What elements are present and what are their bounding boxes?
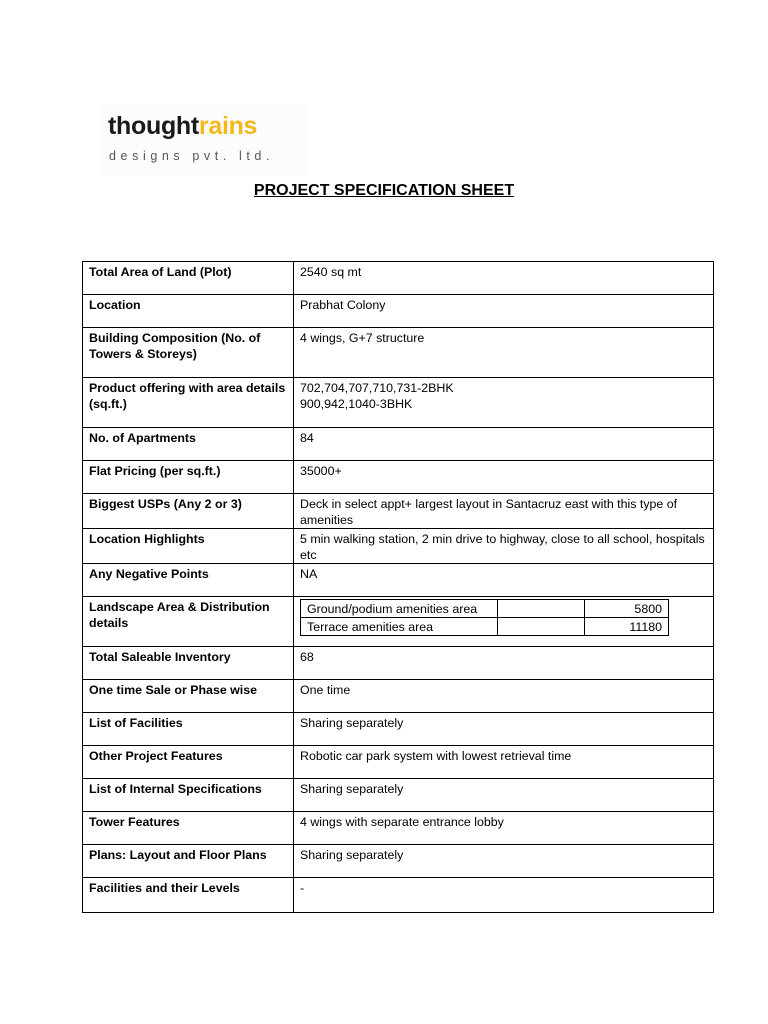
row-value: Prabhat Colony	[294, 295, 714, 328]
amenities-row	[301, 600, 669, 618]
amenity-empty-cell	[498, 600, 585, 618]
row-label: Building Composition (No. of Towers & Storeys)	[83, 328, 294, 378]
product-offering-line: 702,704,707,710,731-2BHK	[300, 381, 454, 395]
table-row	[83, 494, 714, 529]
row-value: Deck in select appt+ largest layout in Santacruz east with this type of amenities	[294, 494, 714, 529]
row-value: -	[294, 878, 714, 913]
table-row	[83, 746, 714, 779]
table-row	[83, 328, 714, 378]
row-value	[294, 597, 714, 647]
row-value: Sharing separately	[294, 779, 714, 812]
row-value: 35000+	[294, 461, 714, 494]
table-row	[83, 713, 714, 746]
row-label: Location Highlights	[83, 529, 294, 564]
table-row	[83, 529, 714, 564]
row-label: Landscape Area & Distribution details	[83, 597, 294, 647]
amenity-name: Terrace amenities area	[301, 618, 498, 636]
table-row	[83, 878, 714, 913]
table-row	[83, 812, 714, 845]
row-label: Plans: Layout and Floor Plans	[83, 845, 294, 878]
amenities-row	[301, 618, 669, 636]
row-label: Flat Pricing (per sq.ft.)	[83, 461, 294, 494]
row-value: 4 wings, G+7 structure	[294, 328, 714, 378]
amenity-value: 11180	[585, 618, 669, 636]
company-logo	[100, 104, 310, 176]
logo-tagline: designs pvt. ltd.	[109, 149, 275, 163]
row-label: No. of Apartments	[83, 428, 294, 461]
page-title	[0, 182, 768, 200]
row-value: 84	[294, 428, 714, 461]
table-row	[83, 564, 714, 597]
logo-wordmark-dark: thought	[108, 112, 199, 140]
row-value: Sharing separately	[294, 845, 714, 878]
row-value: Robotic car park system with lowest retrieval time	[294, 746, 714, 779]
table-row	[83, 647, 714, 680]
row-value: 5 min walking station, 2 min drive to highway, close to all school, hospitals etc	[294, 529, 714, 564]
row-label: One time Sale or Phase wise	[83, 680, 294, 713]
table-row	[83, 680, 714, 713]
row-label: Tower Features	[83, 812, 294, 845]
table-row	[83, 262, 714, 295]
row-label: Total Saleable Inventory	[83, 647, 294, 680]
amenity-name: Ground/podium amenities area	[301, 600, 498, 618]
amenities-table	[300, 599, 669, 636]
row-label: Product offering with area details (sq.ft.)	[83, 378, 294, 428]
row-value: 2540 sq mt	[294, 262, 714, 295]
row-label: Location	[83, 295, 294, 328]
logo-wordmark-accent: rains	[198, 112, 258, 140]
table-row	[83, 295, 714, 328]
row-value: One time	[294, 680, 714, 713]
row-value: Sharing separately	[294, 713, 714, 746]
table-row	[83, 597, 714, 647]
page-title-text: PROJECT SPECIFICATION SHEET	[253, 182, 515, 199]
row-value: 68	[294, 647, 714, 680]
row-value: 4 wings with separate entrance lobby	[294, 812, 714, 845]
table-row	[83, 779, 714, 812]
amenity-value: 5800	[585, 600, 669, 618]
logo-wordmark	[108, 112, 257, 141]
table-row	[83, 461, 714, 494]
row-value	[294, 378, 714, 428]
row-label: Other Project Features	[83, 746, 294, 779]
specification-table	[82, 261, 714, 913]
table-row	[83, 378, 714, 428]
row-label: List of Facilities	[83, 713, 294, 746]
row-label: Any Negative Points	[83, 564, 294, 597]
product-offering-line: 900,942,1040-3BHK	[300, 397, 413, 411]
table-row	[83, 428, 714, 461]
row-value: NA	[294, 564, 714, 597]
row-label: List of Internal Specifications	[83, 779, 294, 812]
table-row	[83, 845, 714, 878]
amenity-empty-cell	[498, 618, 585, 636]
row-label: Biggest USPs (Any 2 or 3)	[83, 494, 294, 529]
row-label: Total Area of Land (Plot)	[83, 262, 294, 295]
row-label: Facilities and their Levels	[83, 878, 294, 913]
